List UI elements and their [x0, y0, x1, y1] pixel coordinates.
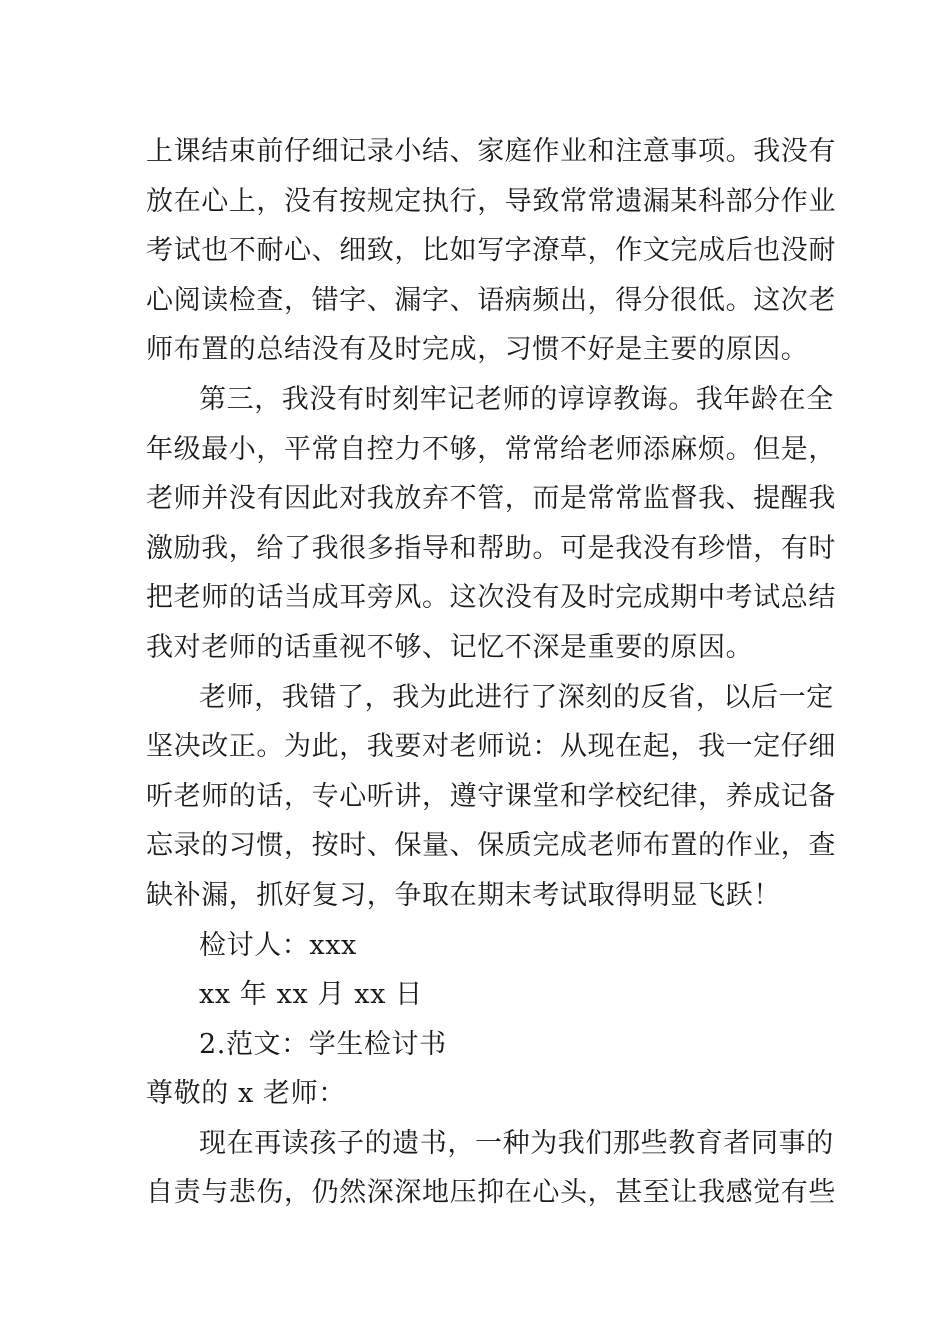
paragraph-line: 坚决改正。为此，我要对老师说：从现在起，我一定仔细 — [146, 731, 836, 763]
paragraph-line: 上课结束前仔细记录小结、家庭作业和注意事项。我没有 — [146, 136, 836, 167]
paragraph-line: 把老师的话当成耳旁风。这次没有及时完成期中考试总结 — [146, 582, 836, 614]
paragraph-line: 忘录的习惯，按时、保量、保质完成老师布置的作业，查 — [146, 830, 836, 862]
paragraph-line: 我对老师的话重视不够、记忆不深是重要的原因。 — [146, 631, 754, 663]
signature-line: 检讨人：xxx — [199, 929, 357, 961]
paragraph-line: 老师并没有因此对我放弃不管，而是常常监督我、提醒我 — [146, 483, 836, 515]
document-page — [146, 127, 836, 1218]
paragraph-line: 心阅读检查，错字、漏字、语病频出，得分很低。这次老 — [146, 284, 836, 316]
paragraph-line: 老师，我错了，我为此进行了深刻的反省，以后一定 — [199, 681, 834, 713]
paragraph-line: 师布置的总结没有及时完成，习惯不好是主要的原因。 — [146, 334, 809, 366]
paragraph-line: 年级最小，平常自控力不够，常常给老师添麻烦。但是， — [146, 433, 836, 465]
paragraph-line: 放在心上，没有按规定执行，导致常常遗漏某科部分作业 — [146, 185, 836, 217]
paragraph-line: 听老师的话，专心听讲，遵守课堂和学校纪律，养成记备 — [146, 780, 836, 812]
paragraph-line: 考试也不耐心、细致，比如写字潦草，作文完成后也没耐 — [146, 235, 836, 267]
date-line: xx 年 xx 月 xx 日 — [199, 979, 423, 1011]
salutation: 尊敬的 x 老师： — [146, 1078, 346, 1110]
paragraph-line: 缺补漏，抓好复习，争取在期末考试取得明显飞跃！ — [146, 879, 781, 911]
paragraph-line: 激励我，给了我很多指导和帮助。可是我没有珍惜，有时 — [146, 532, 836, 564]
paragraph-line: 第三，我没有时刻牢记老师的谆谆教诲。我年龄在全 — [199, 383, 834, 415]
paragraph-line: 自责与悲伤，仍然深深地压抑在心头，甚至让我感觉有些 — [146, 1177, 836, 1209]
section-heading: 2.范文：学生检讨书 — [199, 1028, 447, 1060]
paragraph-line: 现在再读孩子的遗书，一种为我们那些教育者同事的 — [199, 1127, 834, 1159]
